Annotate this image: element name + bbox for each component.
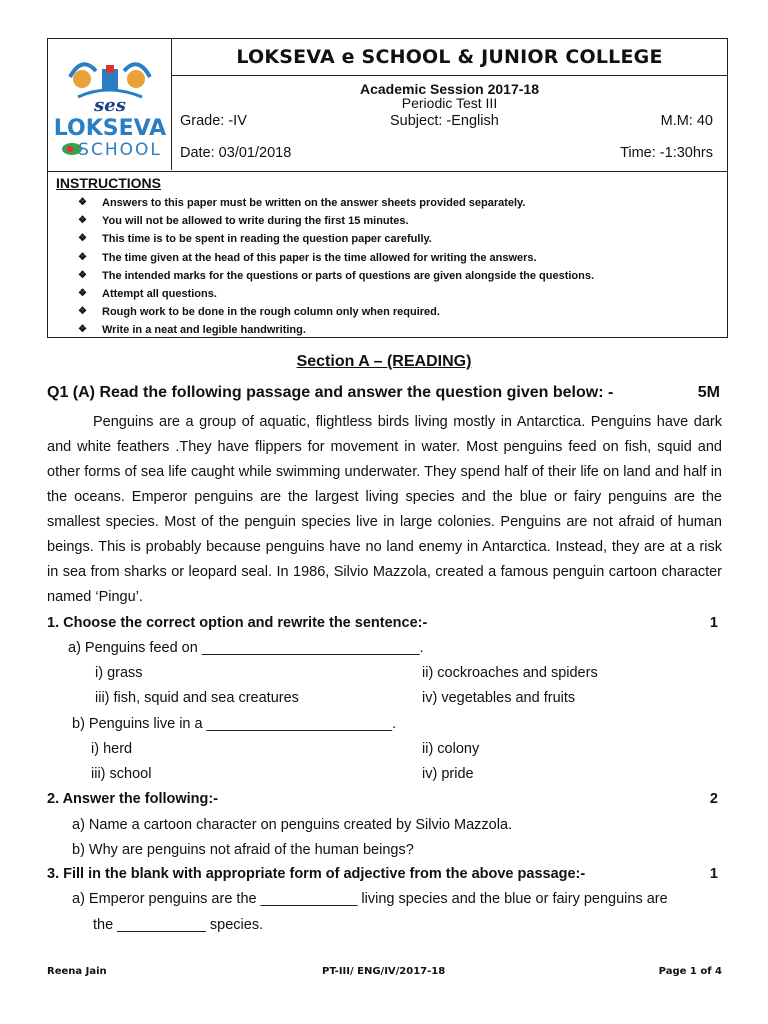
header-table	[47, 38, 728, 172]
instruction-item: ❖ Write in a neat and legible handwriting.	[78, 321, 594, 339]
test-name: Periodic Test III	[401, 95, 498, 111]
question-3-title: 3. Fill in the blank with appropriate form of adjective from the above passage:-	[47, 866, 586, 882]
footer-page-number: Page 1 of 4	[658, 966, 722, 977]
instruction-item: ❖ This time is to be spent in reading the question paper carefully.	[78, 230, 594, 248]
instruction-item: ❖ Rough work to be done in the rough column only when required.	[78, 303, 594, 321]
option: iv) vegetables and fruits	[422, 690, 576, 706]
title-row	[172, 39, 727, 76]
bullet-icon: ❖	[78, 306, 87, 318]
grade: Grade: -IV	[180, 113, 247, 129]
logo-text-bottom: SCHOOL	[78, 140, 162, 160]
passage-question-marks: 5M	[697, 384, 720, 401]
question-3a-line-2: the ___________ species.	[93, 917, 264, 933]
question-3a-line-1: a) Emperor penguins are the ____________ living species and the blue or fairy penguins are	[72, 891, 668, 907]
instruction-item: ❖ You will not be allowed to write during the first 15 minutes.	[78, 212, 594, 230]
question-1-marks: 1	[709, 615, 718, 631]
passage-question-title: Q1 (A) Read the following passage and answer the question given below: -	[47, 384, 614, 401]
bullet-icon: ❖	[78, 215, 87, 227]
time: Time: -1:30hrs	[620, 145, 713, 161]
question-2-marks: 2	[709, 791, 718, 807]
max-marks: M.M: 40	[660, 113, 713, 129]
option: iii) school	[91, 766, 152, 782]
instructions-list	[78, 194, 594, 340]
academic-session: Academic Session 2017-18	[360, 81, 539, 97]
instruction-item: ❖ Answers to this paper must be written on the answer sheets provided separately.	[78, 194, 594, 212]
bullet-icon: ❖	[78, 269, 87, 281]
bullet-icon: ❖	[78, 251, 87, 263]
question-2a: a) Name a cartoon character on penguins created by Silvio Mazzola.	[72, 817, 513, 833]
question-2b: b) Why are penguins not afraid of the human beings?	[72, 842, 414, 858]
footer-author: Reena Jain	[47, 966, 107, 977]
question-1-title: 1. Choose the correct option and rewrite the sentence:-	[47, 615, 428, 631]
footer-code: PT-III/ ENG/IV/2017-18	[322, 966, 446, 977]
school-logo	[48, 39, 172, 170]
bullet-icon: ❖	[78, 324, 87, 336]
question-1a: a) Penguins feed on ___________________________.	[68, 640, 424, 656]
question-3-marks: 1	[709, 866, 718, 882]
section-title: Section A – (READING)	[296, 353, 472, 370]
question-2-title: 2. Answer the following:-	[47, 791, 219, 807]
date: Date: 03/01/2018	[180, 145, 292, 161]
option: ii) cockroaches and spiders	[422, 665, 598, 681]
svg-text:ses: ses	[94, 95, 126, 116]
question-1b: b) Penguins live in a _______________________.	[72, 716, 397, 732]
option: ii) colony	[422, 741, 480, 757]
bullet-icon: ❖	[78, 287, 87, 299]
instruction-item: ❖ Attempt all questions.	[78, 285, 594, 303]
option: i) herd	[91, 741, 133, 757]
instructions-title: INSTRUCTIONS	[56, 175, 161, 191]
instruction-item: ❖ The time given at the head of this paper is the time allowed for writing the answers.	[78, 249, 594, 267]
instruction-item: ❖ The intended marks for the questions or parts of questions are given alongside the questions.	[78, 267, 594, 285]
bullet-icon: ❖	[78, 233, 87, 245]
option: i) grass	[95, 665, 143, 681]
school-name: LOKSEVA e SCHOOL & JUNIOR COLLEGE	[236, 46, 663, 68]
bullet-icon: ❖	[78, 197, 87, 208]
option: iii) fish, squid and sea creatures	[95, 690, 299, 706]
logo-text-top: LOKSEVA	[53, 116, 167, 141]
instructions-box	[47, 172, 728, 338]
subject: Subject: -English	[390, 113, 499, 129]
reading-passage: Penguins are a group of aquatic, flightless birds living mostly in Antarctica. Penguins have dark and white feathers .They have flippers for movement in water. Most penguins feed on fish, squid and other forms of sea life caught while swimming underwater. They spend half of their life on land and half in the oceans. Emperor penguins are the largest living species and the blue or fairy penguins are the smallest species. Most of the penguin species live in large colonies. Penguins are not afraid of human beings. This is probably because penguins have no land enemy in Antarctica. Instead, they are at a risk in sea from sharks or leopard seal. In 1986, Silvio Mazzola, created a famous penguin cartoon character named ‘Pingu’.	[47, 414, 722, 605]
option: iv) pride	[422, 766, 474, 782]
logo-cell	[48, 39, 172, 170]
